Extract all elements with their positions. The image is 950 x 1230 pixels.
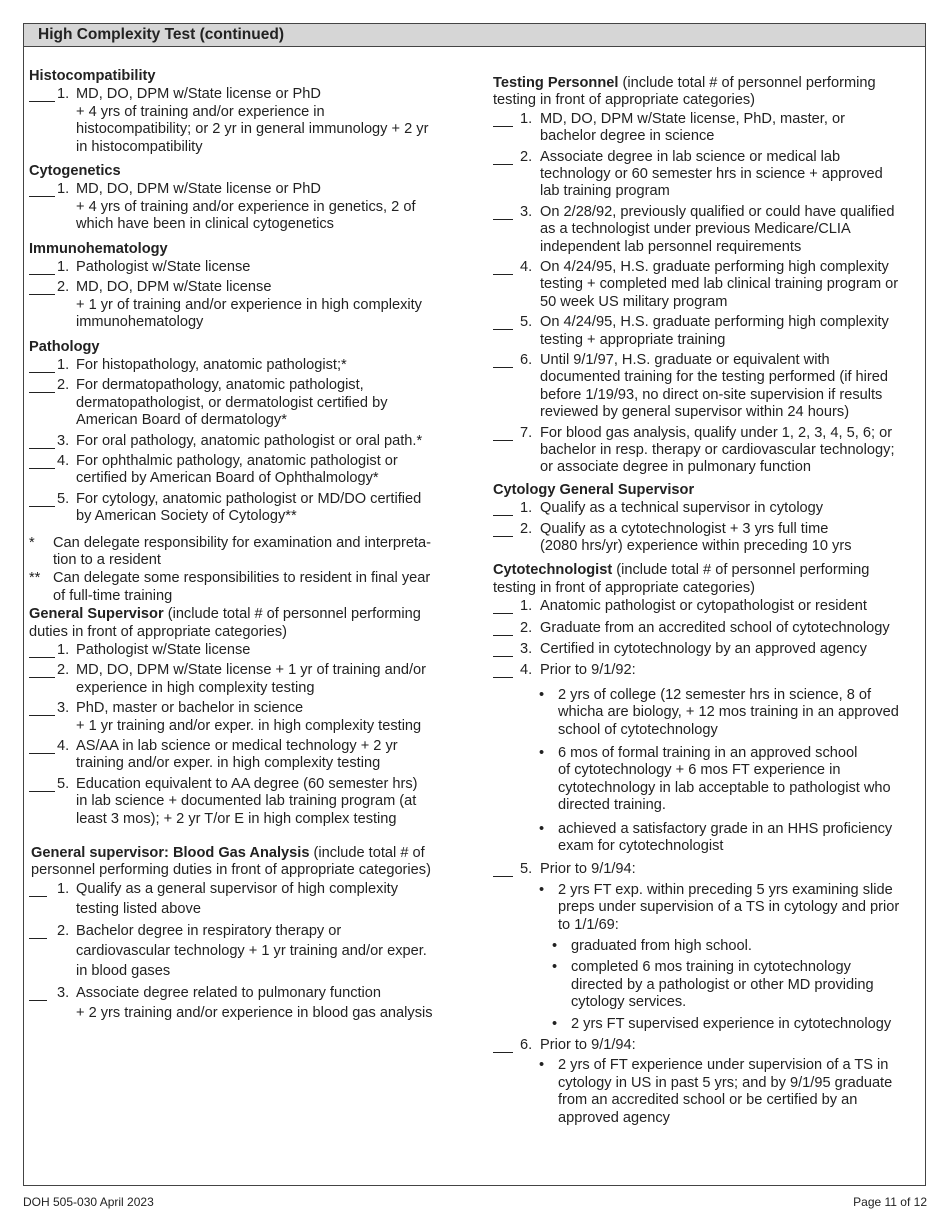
bullet-text: to 1/1/69: [558,916,619,933]
item-text: + 2 yrs training and/or experience in blood gas analysis [76,1004,433,1021]
item-number: 5. [520,861,533,878]
item-text: documented training for the testing performed (if hired [540,369,889,386]
bullet-dot: • [539,745,545,761]
count-blank[interactable] [29,883,47,897]
bullet-text: school of cytotechnology [558,721,718,738]
count-blank[interactable] [29,925,47,939]
item-text: For histopathology, anatomic pathologist;* [76,357,347,373]
section-heading [493,562,869,579]
item-text: training and/or exper. in high complexity testing [76,755,381,772]
count-blank[interactable] [493,1039,513,1053]
item-text: Qualify as a general supervisor of high complexity [76,880,399,897]
item-text: independent lab personnel requirements [540,238,802,255]
item-text: Anatomic pathologist or cytopathologist or resident [540,598,867,615]
section-heading: Immunohematology [29,240,168,257]
item-text: For cytology, anatomic pathologist or MD/DO certified [76,490,422,507]
bullet-text: exam for cytotechnologist [558,838,724,854]
bullet-dot: • [539,820,545,837]
bullet-text: 2 yrs FT exp. within preceding 5 yrs examining slide [558,881,893,898]
bullet-text: cytology services. [571,994,687,1011]
item-number: 3. [520,641,533,657]
item-number: 1. [520,110,533,127]
item-text: + 4 yrs of training and/or experience in genetics, 2 of [76,198,416,215]
item-text: before 1/19/93, no direct on-site supervision if results [540,386,883,403]
count-blank[interactable] [29,702,55,716]
item-number: 2. [520,148,533,165]
footnote-mark: * [29,534,35,551]
item-text: testing + appropriate training [540,331,726,348]
count-blank[interactable] [29,379,55,393]
item-number: 7. [520,424,533,441]
item-text: in lab science + documented lab training program (at [76,793,417,810]
footnote-text: of full-time training [53,587,173,604]
item-number: 2. [520,619,533,636]
bullet-text: graduated from high school. [571,938,752,954]
count-blank[interactable] [493,113,513,127]
section-heading [29,606,421,623]
item-number: 1. [57,86,70,103]
bullet-dot: • [552,1015,558,1032]
item-text: which have been in clinical cytogenetics [76,216,334,233]
bullet-dot: • [539,1057,545,1074]
section-heading: Pathology [29,338,100,355]
count-blank[interactable] [493,600,513,614]
section-heading-note: (include total # of personnel performing [612,562,870,579]
item-number: 1. [57,259,70,275]
count-blank[interactable] [493,523,513,537]
section-heading-title: Testing Personnel [493,75,619,91]
item-number: 2. [57,922,70,939]
item-number: 2. [57,279,70,296]
item-number: 1. [520,500,533,517]
count-blank[interactable] [29,778,55,792]
section-heading [493,75,876,92]
bullet-text: directed training. [558,797,666,814]
bullet-text: preps under supervision of a TS in cytology and prior [558,899,900,916]
section-heading: Cytogenetics [29,163,121,179]
item-text: bachelor degree in science [540,128,715,145]
item-text: + 4 yrs of training and/or experience in [76,103,325,120]
bullet-text: from an accredited school or be certified by an [558,1092,858,1109]
footnote-text: tion to a resident [53,552,161,568]
item-text: Associate degree in lab science or medical lab [540,148,841,165]
item-number: 4. [57,738,70,754]
item-number: 3. [520,203,533,220]
item-number: 3. [57,432,70,449]
item-text: dermatopathologist, or dermatologist certified by [76,394,388,411]
section-heading-title: General Supervisor [29,606,164,623]
section-heading-note: duties in front of appropriate categories) [29,623,287,640]
bullet-dot: • [539,881,545,898]
item-number: 2. [57,377,70,394]
item-number: 2. [520,520,533,537]
item-text: MD, DO, DPM w/State license or PhD [76,86,321,103]
bullet-dot: • [552,938,558,954]
footnote-text: Can delegate some responsibilities to resident in final year [53,570,431,587]
item-text: On 2/28/92, previously qualified or could have qualified [540,203,895,220]
item-number: 5. [57,490,70,507]
count-blank[interactable] [493,622,513,636]
section-heading: Histocompatibility [29,68,156,84]
item-text: in histocompatibility [76,138,203,155]
form-number: DOH 505-030 April 2023 [23,1195,154,1209]
item-text: Prior to 9/1/92: [540,662,636,679]
count-blank[interactable] [29,493,55,507]
item-text: For oral pathology, anatomic pathologist or oral path.* [76,432,423,449]
count-blank[interactable] [493,427,513,441]
item-text: PhD, master or bachelor in science [76,700,304,717]
item-text: + 1 yr training and/or exper. in high complexity testing [76,717,422,734]
count-blank[interactable] [29,359,55,373]
item-text: histocompatibility; or 2 yr in general immunology + 2 yr [76,121,429,138]
item-text: experience in high complexity testing [76,679,315,696]
count-blank[interactable] [29,183,55,197]
item-text: Education equivalent to AA degree (60 semester hrs) [76,775,418,792]
item-number: 4. [520,662,533,679]
item-text: Qualify as a cytotechnologist + 3 yrs full time [540,520,829,537]
item-text: MD, DO, DPM w/State license + 1 yr of training and/or [76,662,426,679]
item-number: 4. [520,259,533,275]
item-text: Pathologist w/State license [76,642,251,658]
count-blank[interactable] [493,206,513,220]
section-heading-title: Cytotechnologist [493,562,613,579]
bullet-text: 2 yrs FT supervised experience in cytotechnology [571,1015,892,1032]
count-blank[interactable] [29,281,55,295]
item-number: 3. [57,700,70,717]
item-text: American Board of dermatology* [76,412,287,429]
count-blank[interactable] [29,435,55,449]
item-text: On 4/24/95, H.S. graduate performing high complexity [540,314,889,331]
section-title-bar [24,24,925,47]
bullet-dot: • [539,686,545,703]
bullet-text: approved agency [558,1109,670,1126]
item-text: cardiovascular technology + 1 yr training and/or exper. [76,942,427,959]
count-blank[interactable] [29,261,55,275]
item-text: MD, DO, DPM w/State license or PhD [76,181,321,198]
item-text: Pathologist w/State license [76,259,251,275]
section-heading-note: (include total # of personnel performing [618,75,876,91]
item-text: AS/AA in lab science or medical technology + 2 yr [76,738,398,754]
count-blank[interactable] [493,863,513,877]
section-heading-note: testing in front of appropriate categories) [493,579,756,596]
section-heading: Cytology General Supervisor [493,481,695,498]
bullet-text: 2 yrs of college (12 semester hrs in science, 8 of [558,686,872,703]
bullet-text: whicha are biology, + 12 mos training in an approved [558,704,899,721]
bullet-text: cytotechnology in lab acceptable to pathologist who [558,779,891,796]
page-number: Page 11 of 12 [853,1195,927,1209]
count-blank[interactable] [29,664,55,678]
item-text: On 4/24/95, H.S. graduate performing high complexity [540,259,889,275]
section-heading-note: (include total # of [309,845,425,861]
bullet-text: of cytotechnology + 6 mos FT experience in [558,762,841,779]
section-heading [31,845,425,862]
count-blank[interactable] [493,261,513,275]
item-text: least 3 mos); + 2 yr T/or E in high complex testing [76,810,397,827]
item-text: Bachelor degree in respiratory therapy or [76,922,342,939]
item-text: Qualify as a technical supervisor in cytology [540,500,824,517]
count-blank[interactable] [493,502,513,516]
item-number: 1. [57,357,70,373]
count-blank[interactable] [493,664,513,678]
footnote-mark: ** [29,570,41,587]
item-text: or associate degree in pulmonary function [540,459,811,476]
item-text: (2080 hrs/yr) experience within preceding 10 yrs [540,538,852,554]
count-blank[interactable] [29,740,55,754]
count-blank[interactable] [29,987,47,1001]
item-number: 2. [57,662,70,679]
item-text: Prior to 9/1/94: [540,861,636,878]
item-text: certified by American Board of Ophthalmology* [76,470,379,487]
item-text: Associate degree related to pulmonary function [76,984,382,1001]
item-number: 5. [57,775,70,792]
bullet-text: cytology in US in past 5 yrs; and by 9/1/95 graduate [558,1074,893,1091]
item-text: Graduate from an accredited school of cytotechnology [540,619,890,636]
item-text: MD, DO, DPM w/State license, PhD, master, or [540,110,845,127]
count-blank[interactable] [493,643,513,657]
bullet-text: completed 6 mos training in cytotechnology [571,959,851,976]
item-text: 50 week US military program [540,293,728,310]
bullet-text: 6 mos of formal training in an approved school [558,745,858,761]
item-number: 4. [57,453,70,469]
item-number: 1. [57,880,70,897]
item-number: 1. [57,642,70,658]
item-text: reviewed by general supervisor within 24 hours) [540,404,850,421]
item-text: immunohematology [76,314,204,331]
count-blank[interactable] [29,88,55,102]
count-blank[interactable] [493,151,513,165]
item-number: 5. [520,314,533,331]
item-text: Certified in cytotechnology by an approved agency [540,641,867,657]
item-number: 6. [520,1037,533,1053]
item-text: by American Society of Cytology** [76,508,297,525]
item-text: For ophthalmic pathology, anatomic pathologist or [76,453,398,469]
item-text: in blood gases [76,962,171,979]
item-text: bachelor in resp. therapy or cardiovascular technology; [540,442,895,458]
section-heading-note: testing in front of appropriate categories) [493,92,756,109]
item-number: 3. [57,984,70,1001]
section-heading-title: General supervisor: Blood Gas Analysis [31,845,310,861]
item-text: For blood gas analysis, qualify under 1, 2, 3, 4, 5, 6; or [540,424,893,441]
bullet-text: directed by a pathologist or other MD providing [571,976,874,993]
count-blank[interactable] [29,644,55,658]
bullet-text: achieved a satisfactory grade in an HHS proficiency [558,820,893,837]
item-number: 1. [520,598,533,615]
item-number: 6. [520,352,533,368]
count-blank[interactable] [493,316,513,330]
item-text: testing listed above [76,900,201,917]
item-text: For dermatopathology, anatomic pathologist, [76,377,364,394]
item-text: MD, DO, DPM w/State license [76,279,272,296]
section-title: High Complexity Test (continued) [38,26,284,43]
footnote-text: Can delegate responsibility for examination and interpreta- [53,534,432,551]
item-number: 1. [57,181,70,198]
section-heading-note: (include total # of personnel performing [163,606,421,623]
bullet-dot: • [552,959,558,976]
item-text: lab training program [540,183,670,200]
section-heading-note: personnel performing duties in front of appropriate categories) [31,862,431,879]
item-text: + 1 yr of training and/or experience in high complexity [76,296,422,313]
count-blank[interactable] [493,354,513,368]
item-text: technology or 60 semester hrs in science + approved [540,166,883,182]
item-text: as a technologist under previous Medicare/CLIA [540,221,851,238]
item-text: testing + completed med lab clinical training program or [540,276,899,293]
count-blank[interactable] [29,455,55,469]
item-text: Prior to 9/1/94: [540,1037,636,1053]
item-text: Until 9/1/97, H.S. graduate or equivalent with [540,352,830,368]
bullet-text: 2 yrs of FT experience under supervision of a TS in [558,1057,889,1074]
